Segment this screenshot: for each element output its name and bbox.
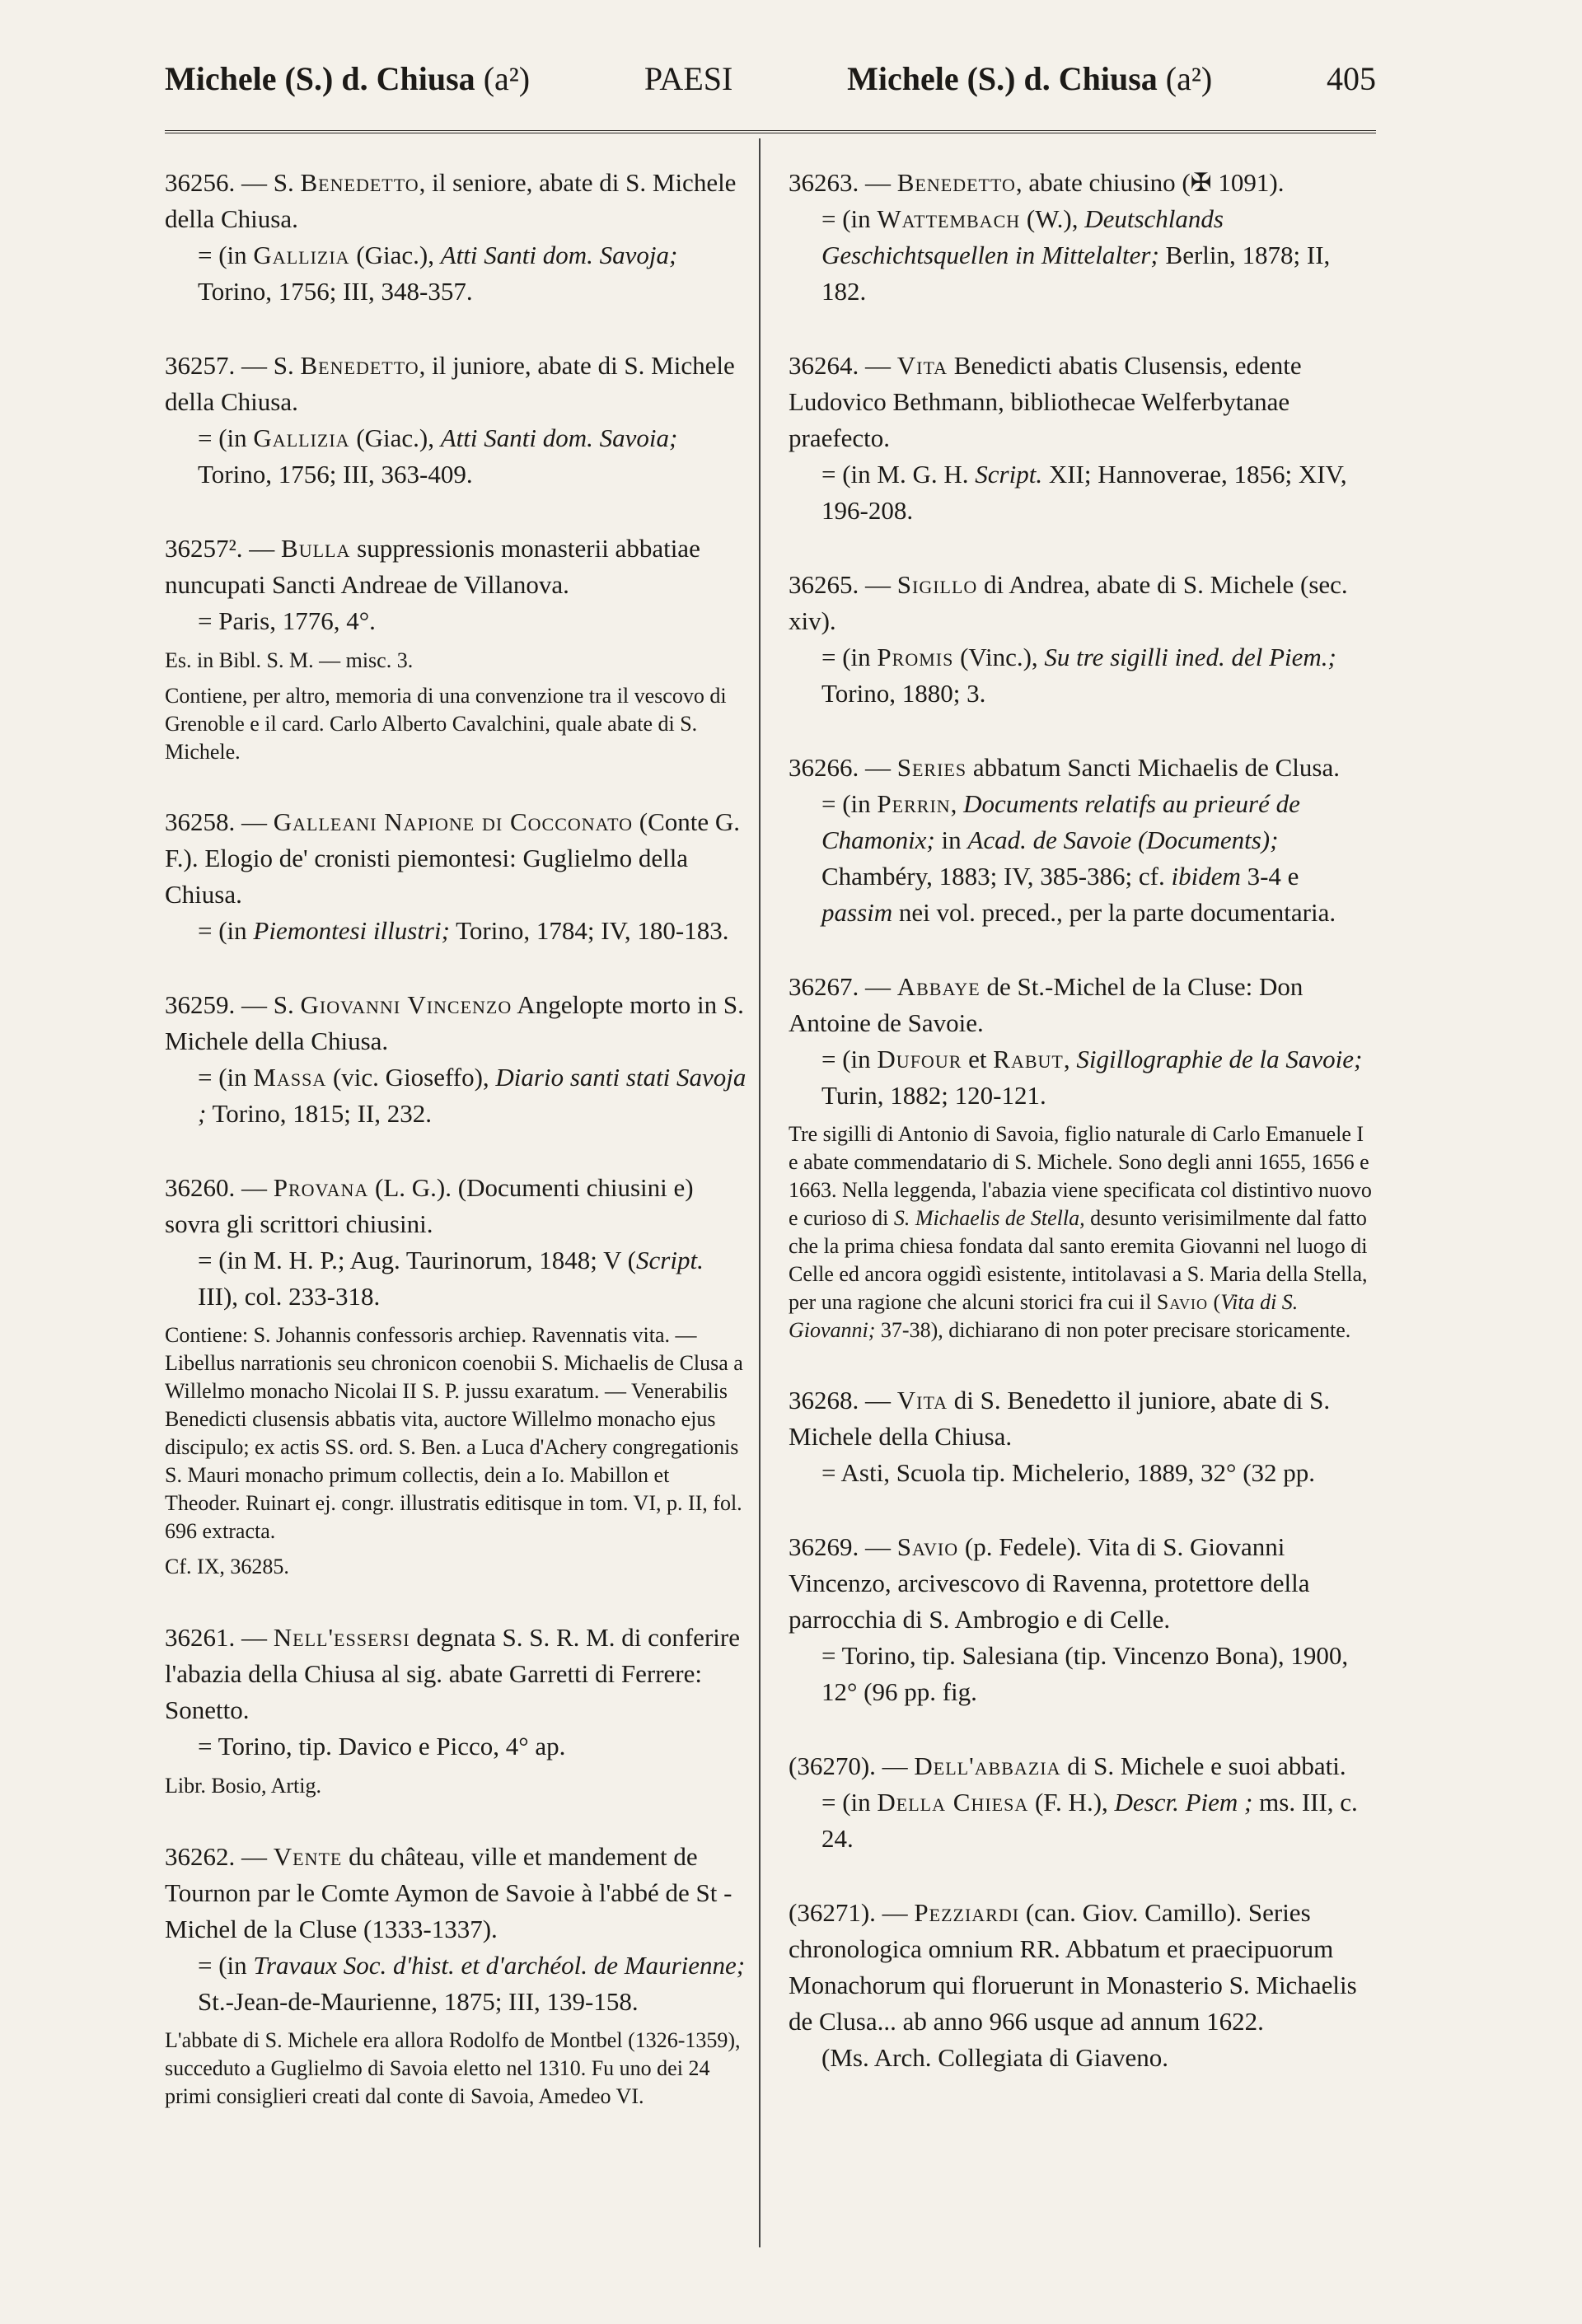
entry-36266: 36266. — Series abbatum Sancti Michaelis de Clusa. = (in Perrin, Documents relatifs au prieuré de Chamonix; in Acad. de Savoie (Documents); Chambéry, 1883; IV, 385-386; cf. ibidem 3-4 e passim nei vol. preced., per la parte documentaria. [789,753,1340,927]
header-rule [165,130,1376,133]
entry-36265: 36265. — Sigillo di Andrea, abate di S. Michele (sec. xiv). = (in Promis (Vinc.), Su tre sigilli ined. del Piem.; Torino, 1880; 3. [789,570,1348,708]
entry-36263: 36263. — Benedetto, abate chiusino (✠ 1091). = (in Wattembach (W.), Deutschlands Geschichtsquellen in Mittelalter; Berlin, 1878; II, 182. [789,168,1331,306]
entry-36268: 36268. — Vita di S. Benedetto il juniore, abate di S. Michele della Chiusa. = Asti, Scuola tip. Michelerio, 1889, 32° (32 pp. [789,1386,1331,1487]
entry-36262: 36262. — Vente du château, ville et mandement de Tournon par le Comte Aymon de Savoie à l'abbé de St -Michel de la Cluse (1333-1337). = (in Travaux Soc. d'hist. et d'archéol. de Maurienne; St.-Jean-de-Maurienne, 1875; III, 139-158. L'abbate di S. Michele era allora Rodolfo de Montbel (1326-1359), succeduto a Guglielmo di Savoia eletto nel 1310. Fu uno dei 24 primi consiglieri creati dal conte di Savoia, Amedeo VI. [165,1842,746,2108]
entry-36260: 36260. — Provana (L. G.). (Documenti chiusini e) sovra gli scrittori chiusini. = (in M. H. P.; Aug. Taurinorum, 1848; V (Script. III), col. 233-318. Contiene: S. Johannis confessoris archiep. Ravennatis vita. — Libellus narrationis seu chronicon coenobii S. Michaelis de Clusa a Willelmo monacho Nicolai II S. P. jussu exaratum. — Venerabilis Benedicti clusensis abbatis vita, auctore Willelmo monacho ejus discipulo; ex actis SS. ord. S. Ben. a Luca d'Achery congregationis S. Mauri monacho primum collectis, dein a Io. Mabillon et Theoder. Ruinart ej. congr. illustratis editisque in tom. VI, p. II, fol. 696 extracta. Cf. IX, 36285. [165,1173,743,1578]
right-column [789,165,1374,2114]
entry-36269: 36269. — Savio (p. Fedele). Vita di S. Giovanni Vincenzo, arcivescovo di Ravenna, protettore della parrocchia di S. Ambrogio e di Celle. = Torino, tip. Salesiana (tip. Vincenzo Bona), 1900, 12° (96 pp. fig. [789,1532,1349,1706]
header-left: Michele (S.) d. Chiusa (a²) [165,60,531,97]
entry-36256: 36256. — S. Benedetto, il seniore, abate di S. Michele della Chiusa. = (in Gallizia (Giac.), Atti Santi dom. Savoja; Torino, 1756; III, 348-357. [165,168,737,306]
page-number: 405 [1326,60,1376,97]
entry-36270: (36270). — Dell'abbazia di S. Michele e suoi abbati. = (in Della Chiesa (F. H.), Descr. Piem ; ms. III, c. 24. [789,1751,1358,1853]
entry-36257-2: 36257². — Bulla suppressionis monasterii abbatiae nuncupati Sancti Andreae de Villanova. = Paris, 1776, 4°. Es. in Bibl. S. M. — misc. 3. Contiene, per altro, memoria di una convenzione tra il vescovo di Grenoble e il card. Carlo Alberto Cavalchini, quale abate di S. Michele. [165,534,727,764]
running-header [165,59,1376,117]
entry-36267: 36267. — Abbaye de St.-Michel de la Cluse: Don Antoine de Savoie. = (in Dufour et Rabut, Sigillographie de la Savoie; Turin, 1882; 120-121. Tre sigilli di Antonio di Savoia, figlio naturale di Carlo Emanuele I e abate commendatario di S. Michele. Sono degli anni 1655, 1656 e 1663. Nella leggenda, l'abazia viene specificata col distintivo nuovo e curioso di S. Michaelis de Stella, desunto verisimilmente dal fatto che la prima chiesa fondata dal santo eremita Giovanni nel luogo di Celle ed ancora oggidì esistente, intitolavasi a S. Maria della Stella, per una ragione che alcuni storici fra cui il Savio (Vita di S. Giovanni; 37-38), dichiarano di non poter precisare storicamente. [789,972,1372,1342]
left-column [165,165,750,2149]
entry-36257: 36257. — S. Benedetto, il juniore, abate di S. Michele della Chiusa. = (in Gallizia (Giac.), Atti Santi dom. Savoia; Torino, 1756; III, 363-409. [165,351,735,489]
entry-36271: (36271). — Pezziardi (can. Giov. Camillo). Series chronologica omnium RR. Abbatum et praecipuorum Monachorum qui floruerunt in Monasterio S. Michaelis de Clusa... ab anno 966 usque ad annum 1622. (Ms. Arch. Collegiata di Giaveno. [789,1898,1357,2072]
entry-36261: 36261. — Nell'essersi degnata S. S. R. M. di conferire l'abazia della Chiusa al sig. abate Garretti di Ferrere: Sonetto. = Torino, tip. Davico e Picco, 4° ap. Libr. Bosio, Artig. [165,1623,740,1798]
column-divider [759,138,761,2247]
entry-36259: 36259. — S. Giovanni Vincenzo Angelopte morto in S. Michele della Chiusa. = (in Massa (vic. Gioseffo), Diario santi stati Savoja ; Torino, 1815; II, 232. [165,990,747,1128]
header-right: Michele (S.) d. Chiusa (a²) [847,60,1213,97]
entry-36264: 36264. — Vita Benedicti abatis Clusensis, edente Ludovico Bethmann, bibliothecae Welferbytanae praefecto. = (in M. G. H. Script. XII; Hannoverae, 1856; XIV, 196-208. [789,351,1347,525]
header-center: PAESI [644,60,733,97]
entry-36258: 36258. — Galleani Napione di Cocconato (Conte G. F.). Elogio de' cronisti piemontesi: Guglielmo della Chiusa. = (in Piemontesi illustri; Torino, 1784; IV, 180-183. [165,807,741,945]
